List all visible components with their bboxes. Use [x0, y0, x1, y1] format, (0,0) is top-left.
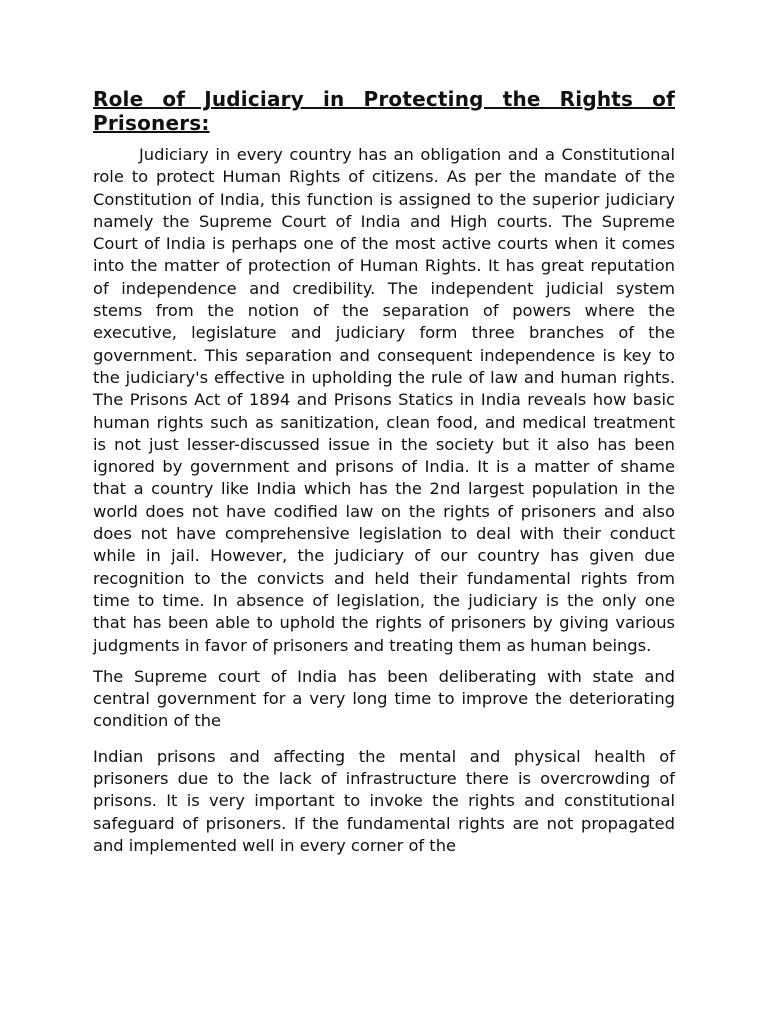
paragraph-judiciary-role: Judiciary in every country has an obligation and a Constitutional role to protect Human Rights of citizens. As per the mandate of the Constitution of India, this function is assigned to the superior judiciary namely the Supreme Court of India and High courts. The Supreme Court of India is perhaps one of the most active courts when it comes into the matter of protection of Human Rights. It has great reputation of independence and credibility. The independent judicial system stems from the notion of the separation of powers where the executive, legislature and judiciary form three branches of the government. This separation and consequent independence is key to the judiciary's effective in upholding the rule of law and human rights. The Prisons Act of 1894 and Prisons Statics in India reveals how basic human rights such as sanitization, clean food, and medical treatment is not just lesser-discussed issue in the society but it also has been ignored by government and prisons of India. It is a matter of shame that a country like India which has the 2nd largest population in the world does not have codified law on the rights of prisoners and also does not have comprehensive legislation to deal with their conduct while in jail. However, the judiciary of our country has given due recognition to the convicts and held their fundamental rights from time to time. In absence of legislation, the judiciary is the only one that has been able to uphold the rights of prisoners by giving various judgments in favor of prisoners and treating them as human beings. — [93, 145, 675, 655]
document-title: Role of Judiciary in Protecting the Rights of Prisoners: — [93, 87, 675, 135]
paragraph-indian-prisons: Indian prisons and affecting the mental and physical health of prisoners due to the lack of infrastructure there is overcrowding of prisons. It is very important to invoke the rights and constitutional safeguard of prisoners. If the fundamental rights are not propagated and implemented well in every corner of the — [93, 746, 675, 855]
document-page — [93, 87, 675, 857]
paragraph-supreme-court-deliberation: The Supreme court of India has been deliberating with state and central government for a very long time to improve the deteriorating condition of the — [93, 666, 675, 731]
